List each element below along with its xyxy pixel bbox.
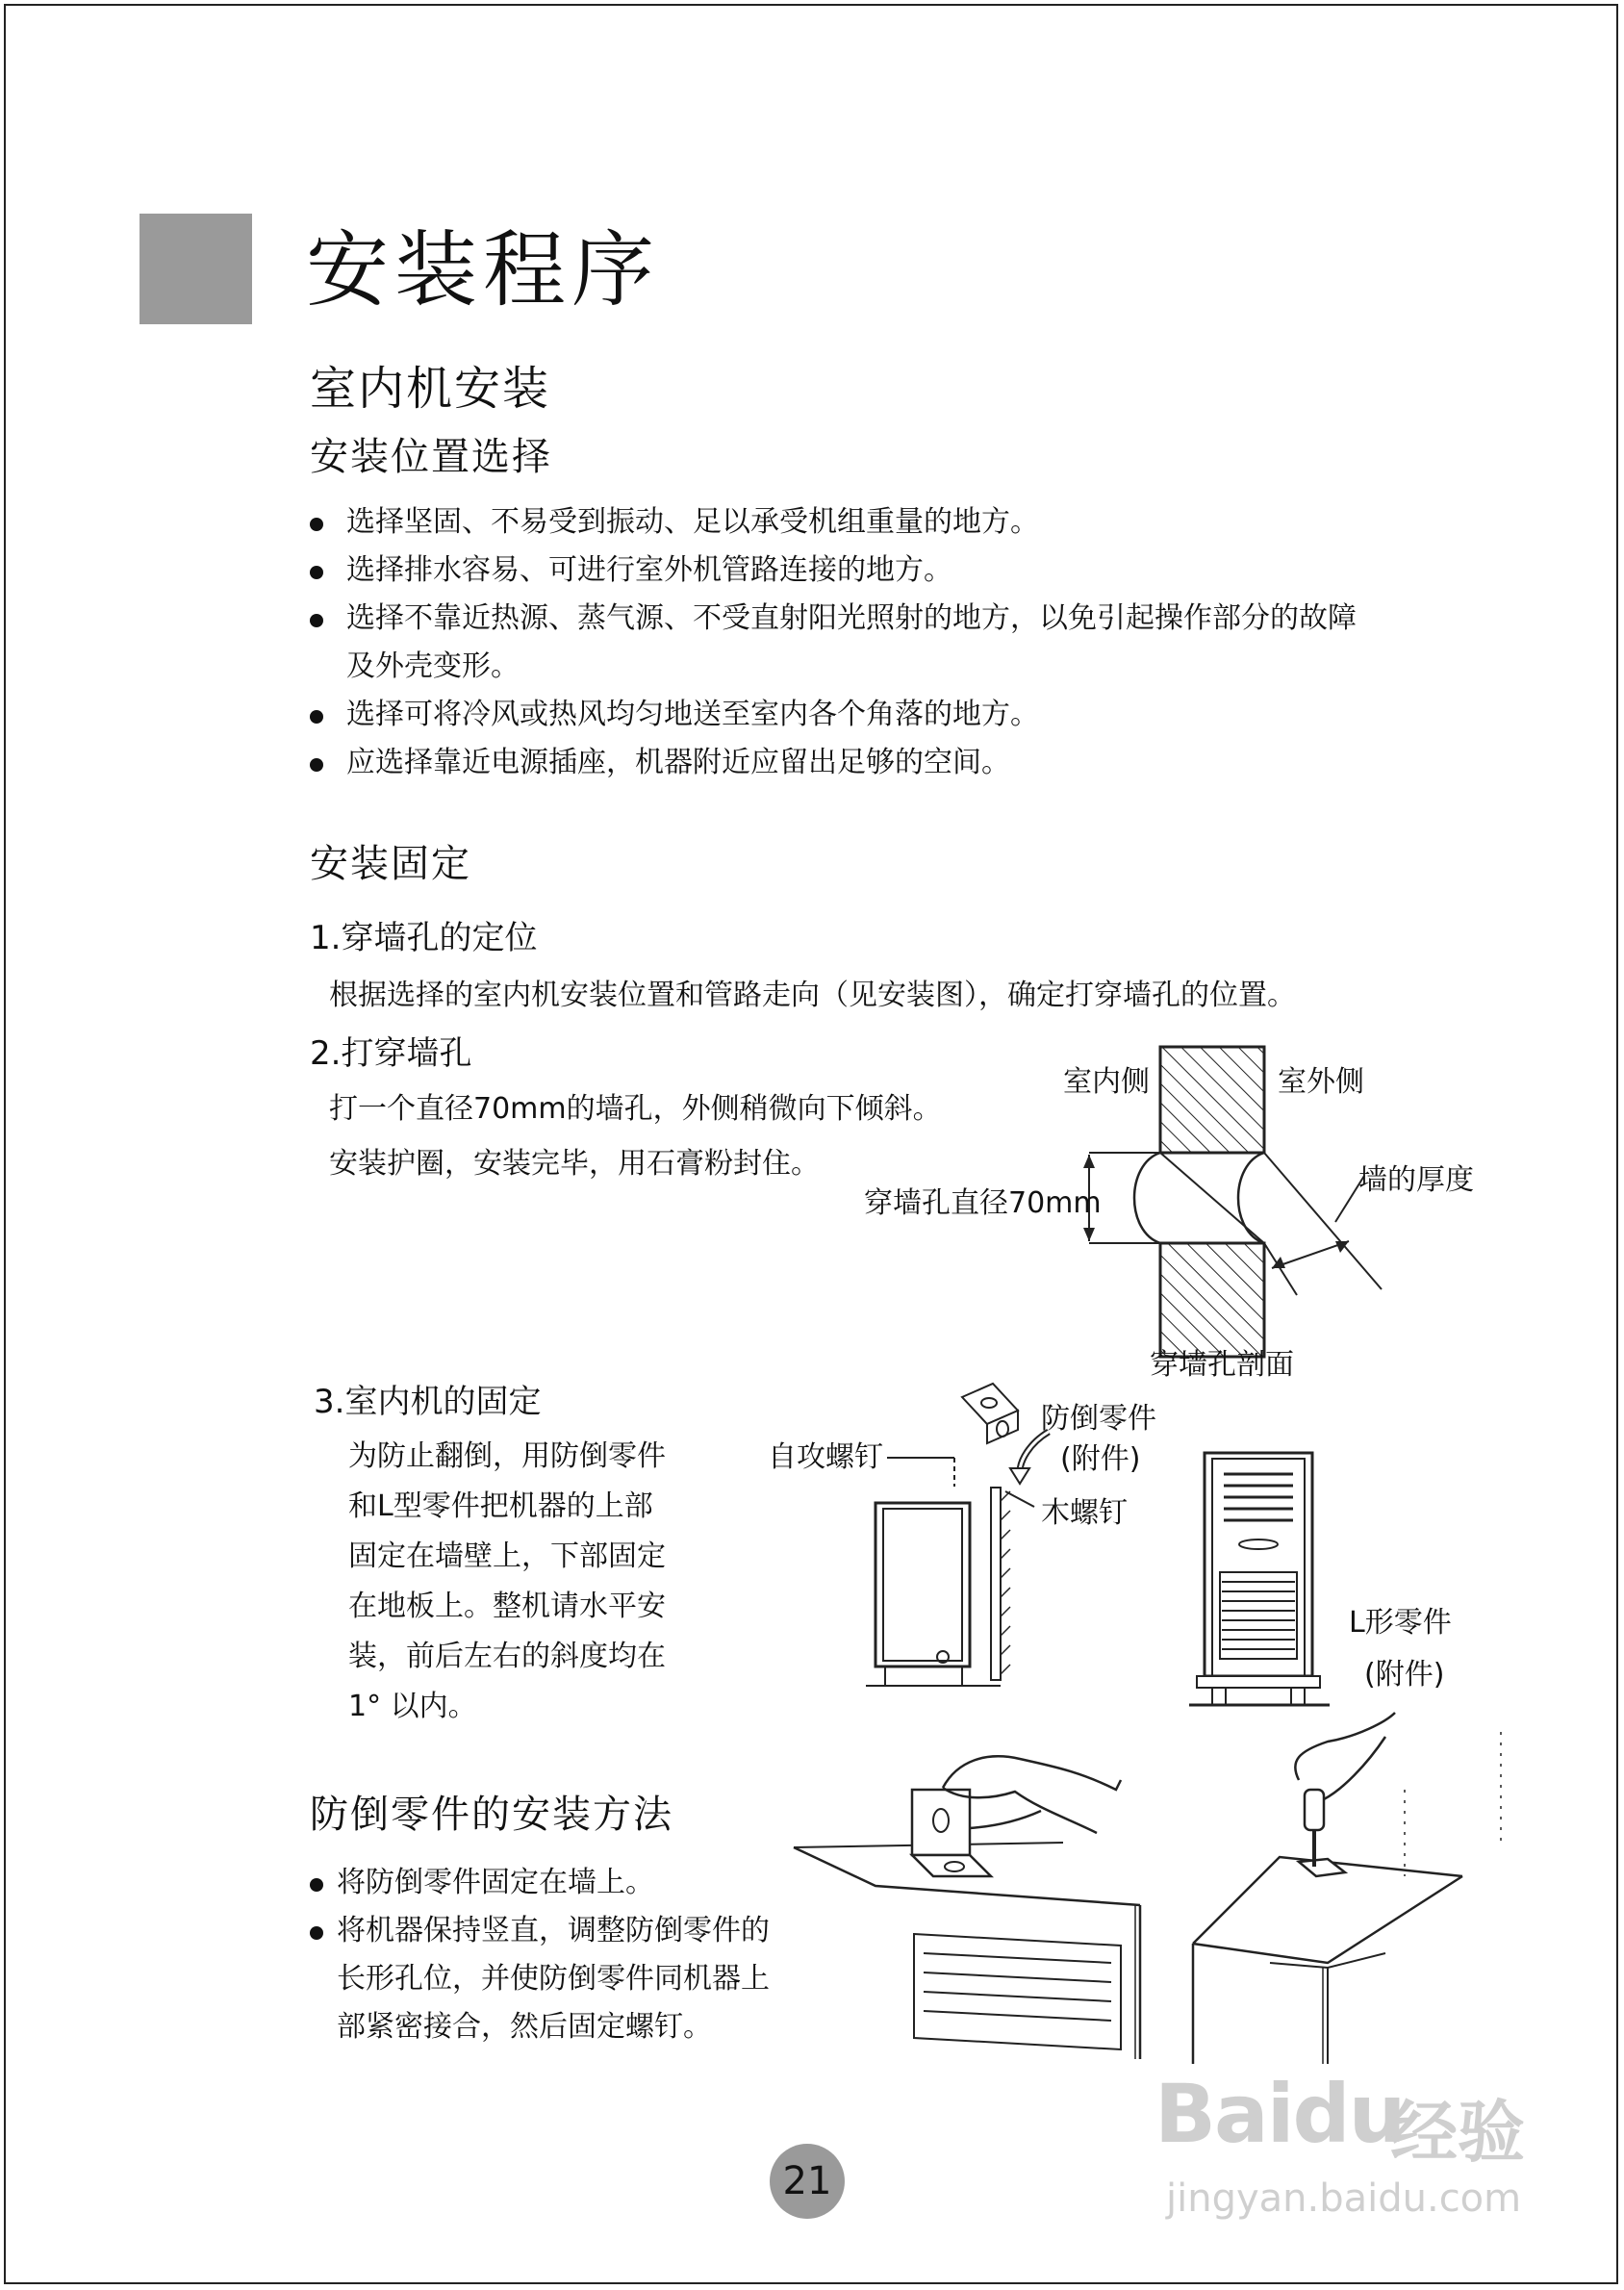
fixing-title: 安装固定 (310, 842, 471, 886)
step3-text (348, 1432, 695, 1732)
anti-tip-part-drawing (962, 1384, 1018, 1443)
l-part-label: L形零件 (1349, 1606, 1452, 1640)
step1-title: 1.穿墙孔的定位 (310, 919, 538, 957)
page-number: 21 (770, 2144, 845, 2219)
hole-section-caption: 穿墙孔剖面 (1150, 1348, 1294, 1382)
indoor-side-label: 室内侧 (1063, 1065, 1150, 1099)
section-marker (140, 214, 252, 324)
step3-line: 为防止翻倒，用防倒零件 (348, 1439, 666, 1473)
step3-line: 1° 以内。 (348, 1690, 477, 1723)
step1-text: 根据选择的室内机安装位置和管路走向（见安装图），确定打穿墙孔的位置。 (329, 979, 1296, 1012)
anti-tip-part-label: 防倒零件 (1041, 1402, 1156, 1436)
step2-title: 2.打穿墙孔 (310, 1034, 472, 1073)
l-part-accessory-label: (附件) (1364, 1658, 1445, 1692)
anti-tip-illustration (789, 1732, 1539, 2078)
wall-thickness-label: 墙的厚度 (1358, 1163, 1474, 1197)
list-item: 选择可将冷风或热风均匀地送至室内各个角落的地方。 (310, 691, 1493, 739)
wood-screw-label: 木螺钉 (1041, 1496, 1128, 1530)
watermark-product: 经验 (1390, 2093, 1525, 2172)
hole-arc-left (1134, 1153, 1160, 1243)
watermark-url: jingyan.baidu.com (1166, 2176, 1522, 2221)
indoor-unit-side (875, 1503, 970, 1667)
wall-hatch (1001, 1491, 1010, 1674)
anti-tip-list (310, 1859, 829, 2051)
list-item: 将防倒零件固定在墙上。 (310, 1859, 829, 1907)
unit-top-with-hand-left (794, 1756, 1140, 2059)
step3-line: 和L型零件把机器的上部 (348, 1489, 653, 1523)
page-title: 安装程序 (306, 222, 660, 318)
list-item-continuation: 部紧密接合，然后固定螺钉。 (337, 2010, 712, 2044)
list-item: 选择排水容易、可进行室外机管路连接的地方。 (310, 547, 1493, 595)
list-item-continuation: 长形孔位，并使防倒零件同机器上 (337, 1962, 770, 1996)
list-item: 选择坚固、不易受到振动、足以承受机组重量的地方。 (310, 498, 1493, 547)
step3-line: 在地板上。整机请水平安 (348, 1590, 666, 1623)
wall-lower (1160, 1243, 1264, 1357)
anti-tip-title: 防倒零件的安装方法 (310, 1793, 673, 1837)
watermark-brand: Baidu (1155, 2067, 1405, 2161)
indoor-unit-front (1189, 1453, 1330, 1705)
list-item: 将机器保持竖直，调整防倒零件的 (310, 1907, 829, 1955)
hole-diameter-label: 穿墙孔直径70mm (864, 1186, 1102, 1220)
tapping-screw-label: 自攻螺钉 (768, 1440, 883, 1474)
section-title: 室内机安装 (310, 362, 551, 416)
step3-title: 3.室内机的固定 (314, 1383, 542, 1421)
step3-line: 固定在墙壁上，下部固定 (348, 1539, 666, 1573)
list-item-continuation: 及外壳变形。 (346, 649, 520, 683)
list-item: 应选择靠近电源插座，机器附近应留出足够的空间。 (310, 739, 1493, 787)
list-item: 选择不靠近热源、蒸气源、不受直射阳光照射的地方，以免引起操作部分的故障 (310, 595, 1493, 643)
unit-top-with-screwdriver-right (1193, 1713, 1501, 2064)
step2-text-1: 打一个直径70mm的墙孔，外侧稍微向下倾斜。 (329, 1092, 942, 1126)
outdoor-side-label: 室外侧 (1278, 1065, 1364, 1099)
location-title: 安装位置选择 (310, 435, 552, 479)
step3-line: 装，前后左右的斜度均在 (348, 1640, 666, 1673)
wall-upper (1160, 1047, 1264, 1153)
location-list (310, 498, 1493, 787)
step2-text-2: 安装护圈，安装完毕，用石膏粉封住。 (329, 1147, 820, 1181)
anti-tip-accessory-label: (附件) (1060, 1442, 1141, 1476)
